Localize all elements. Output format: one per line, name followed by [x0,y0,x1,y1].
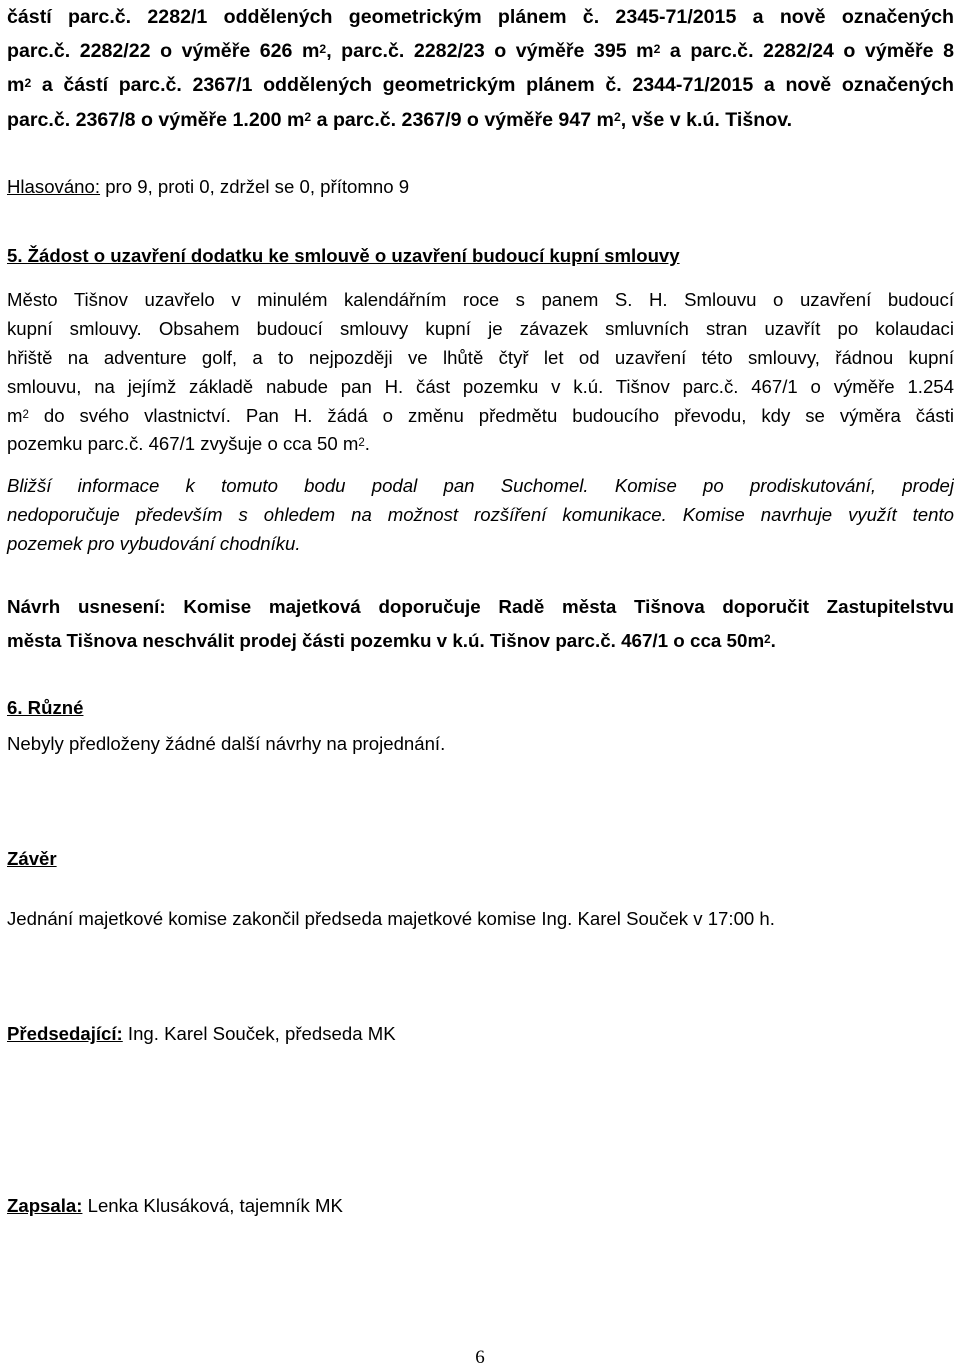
section-6-body: Nebyly předloženy žádné další návrhy na projednání. [7,733,446,754]
proposal-text: Komise majetková doporučuje Radě města Tišnova doporučit Zastupitelstvu [165,596,954,617]
section-5-body [7,286,954,459]
intro-text: částí parc.č. 2282/1 oddělených geometrickým plánem č. 2345-71/2015 a nově označených [7,6,954,28]
body-text: pozemku parc.č. 467/1 zvyšuje o cca 50 m [7,433,359,455]
vote-result [7,173,954,201]
body-line [7,344,954,373]
vote-text: pro 9, proti 0, zdržel se 0, přítomno 9 [100,176,410,197]
body-text: smlouvu, na jejímž základě nabude pan H. část pozemku v k.ú. Tišnov parc.č. 467/1 o výměře 1.254 [7,375,954,397]
info-line [7,501,954,530]
superscript: 2 [613,110,621,125]
body-text: . [364,433,370,455]
intro-text: parc.č. 2282/22 o výměře 626 m [7,40,320,63]
conclusion-title: Závěr [7,848,57,869]
intro-text: , vše v k.ú. Tišnov. [620,108,793,131]
conclusion-body: Jednání majetkové komise zakončil předseda majetkové komise Ing. Karel Souček v 17:00 h. [7,908,775,929]
intro-text: parc.č. 2367/8 o výměře 1.200 m [7,108,305,131]
superscript: 2 [764,632,771,646]
page-number: 6 [475,1347,485,1368]
info-line [7,530,954,559]
superscript: 2 [304,110,312,125]
body-line [7,373,954,402]
section-5-info [7,472,954,559]
intro-line [7,0,954,34]
recorder-signature-line [7,1192,954,1220]
intro-text: , parc.č. 2282/23 o výměře 395 m [326,40,654,63]
intro-text: m [7,74,25,97]
section-6-title: 6. Různé [7,697,84,718]
info-line [7,472,954,501]
body-text: hřiště na adventure golf, a to nejpozději ve lhůtě čtyř let od uzavření této smlouvy, řádnou kupní [7,346,954,368]
resolution-proposal [7,590,954,658]
superscript: 2 [358,437,365,450]
proposal-label: Návrh usnesení: [7,596,166,617]
intro-text: a částí parc.č. 2367/1 oddělených geometrickým plánem č. 2344-71/2015 a nově označených [31,74,954,97]
body-text: do svého vlastnictví. Pan H. žádá o změnu předmětu budoucího převodu, kdy se výměra části [28,404,954,426]
intro-text: a parc.č. 2367/9 o výměře 947 m [311,108,614,131]
superscript: 2 [22,408,29,421]
info-text: nedoporučuje především s ohledem na možnost rozšíření komunikace. Komise navrhuje využít tento [7,503,954,525]
recorder-label: Zapsala: [7,1195,83,1216]
intro-line [7,103,954,137]
body-line [7,286,954,315]
proposal-text: . [770,630,776,651]
body-text: Město Tišnov uzavřelo v minulém kalendářním roce s panem S. H. Smlouvu o uzavření budoucí [7,289,954,310]
body-line [7,430,954,459]
superscript: 2 [319,41,327,56]
chair-label: Předsedající: [7,1023,123,1044]
intro-paragraph [7,0,954,137]
body-line [7,402,954,431]
proposal-line [7,624,954,658]
info-text: pozemek pro vybudování chodníku. [7,532,301,554]
superscript: 2 [653,41,661,56]
intro-line [7,34,954,68]
body-line [7,315,954,344]
proposal-text: města Tišnova neschválit prodej části pozemku v k.ú. Tišnov parc.č. 467/1 o cca 50m [7,630,765,651]
info-text: Bližší informace k tomuto bodu podal pan Suchomel. Komise po prodiskutování, prodej [7,475,954,496]
intro-text: a parc.č. 2282/24 o výměře 8 [660,40,954,63]
chair-text: Ing. Karel Souček, předseda MK [122,1023,396,1044]
proposal-line [7,590,954,624]
intro-line [7,68,954,102]
body-text: kupní smlouvy. Obsahem budoucí smlouvy kupní je závazek smluvních stran uzavřít po kolaudaci [7,317,954,339]
recorder-text: Lenka Klusáková, tajemník MK [82,1195,343,1216]
chair-signature-line [7,1020,954,1048]
body-text: m [7,404,23,426]
vote-label: Hlasováno: [7,176,101,197]
section-5-title: 5. Žádost o uzavření dodatku ke smlouvě o uzavření budoucí kupní smlouvy [7,245,680,266]
superscript: 2 [24,76,32,91]
